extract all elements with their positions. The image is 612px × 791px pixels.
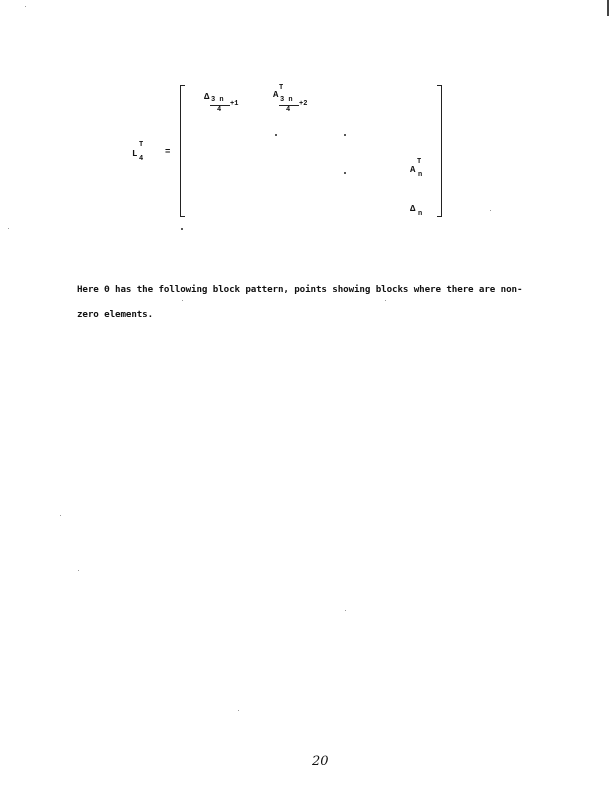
ellipsis-dot — [344, 172, 346, 174]
paragraph-line-1: Here Θ has the following block pattern, points showing blocks where there are non- — [77, 284, 523, 295]
entry-delta-n: Δ — [410, 204, 416, 214]
ellipsis-dot — [181, 228, 183, 230]
entry1-sub-numerator: 3 n — [211, 96, 224, 104]
right-bracket — [437, 85, 442, 217]
lhs-superscript: T — [139, 141, 144, 149]
entry2-sub-numerator: 3 n — [280, 96, 293, 104]
scan-speck — [385, 300, 386, 301]
entry2-sub-denominator: 4 — [286, 106, 291, 114]
paragraph-line-2: zero elements. — [77, 309, 154, 320]
scan-edge-mark — [607, 0, 609, 16]
entry3-subscript: n — [418, 171, 423, 179]
left-bracket — [180, 85, 185, 217]
scan-speck — [25, 6, 26, 7]
ellipsis-dot — [275, 134, 277, 136]
entry-a-transpose-n: A — [410, 165, 416, 175]
entry3-superscript: T — [417, 158, 422, 166]
scan-speck — [182, 300, 183, 301]
scan-speck — [8, 228, 9, 229]
entry-delta-first: Δ — [204, 92, 210, 102]
scan-speck — [78, 570, 79, 571]
entry4-subscript: n — [418, 210, 423, 218]
entry2-sub-tail: +2 — [299, 100, 308, 108]
entry-a-transpose-first: A — [273, 90, 279, 100]
scan-speck — [60, 515, 61, 516]
entry2-superscript: T — [279, 84, 284, 92]
page-number: 20 — [312, 754, 329, 769]
lhs-subscript: 4 — [139, 155, 144, 163]
entry1-sub-tail: +1 — [230, 100, 239, 108]
ellipsis-dot — [344, 134, 346, 136]
scan-speck — [345, 610, 346, 611]
scan-speck — [238, 710, 239, 711]
equals-sign: = — [165, 147, 171, 157]
entry1-sub-denominator: 4 — [217, 106, 222, 114]
lhs-symbol: L — [132, 149, 138, 159]
scan-speck — [490, 210, 491, 211]
